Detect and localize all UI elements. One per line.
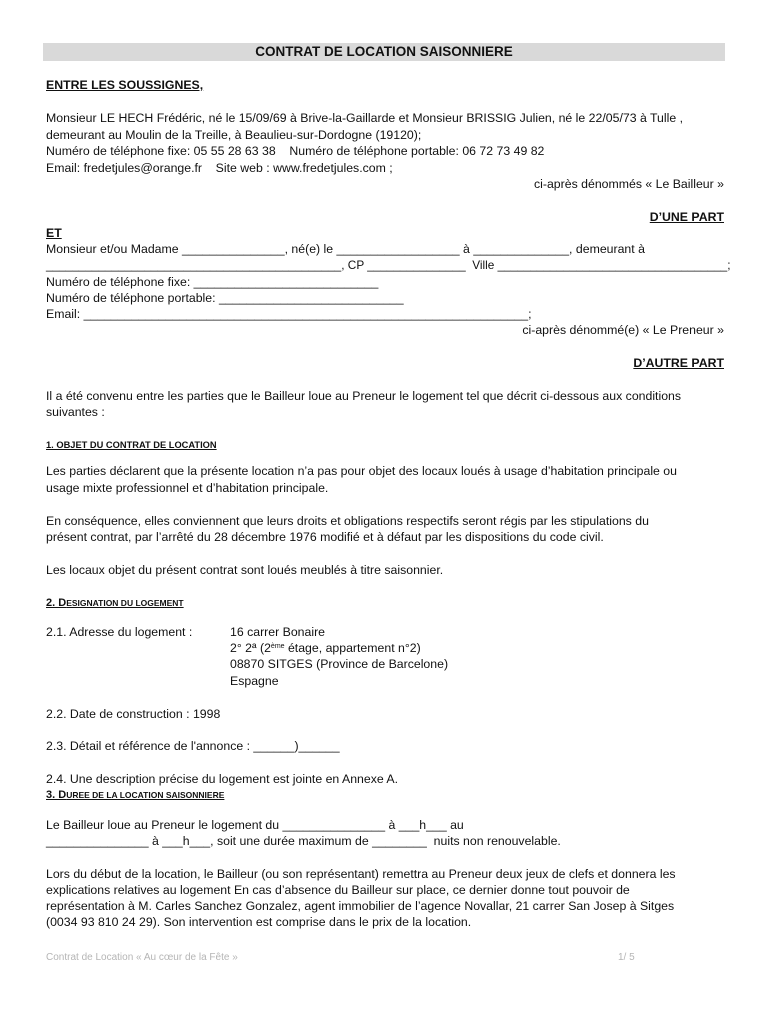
section-3-p2-line-1: Lors du début de la location, le Bailleur (ou son représentant) remettra au Preneur deux jeux de clefs et donnera les	[46, 867, 676, 881]
bailleur-line-3: Numéro de téléphone fixe: 05 55 28 63 38 Numéro de téléphone portable: 06 72 73 49 82	[46, 144, 545, 158]
section-1-p1-line-2: usage mixte professionnel et d’habitation principale.	[46, 481, 329, 495]
address-line-1: 16 carrer Bonaire	[230, 625, 326, 639]
address-line-3: 08870 SITGES (Province de Barcelone)	[230, 657, 449, 671]
section-1-p1-line-1: Les parties déclarent que la présente location n’a pas pour objet des locaux loués à usage d’habitation principale ou	[46, 464, 677, 478]
address-label: 2.1. Adresse du logement :	[46, 625, 193, 639]
section-3-p2-line-2: explications relatives au logement En cas d’absence du Bailleur sur place, ce dernier donne tout pouvoir de	[46, 883, 630, 897]
address-line-4: Espagne	[230, 674, 279, 688]
intro-line-2: suivantes :	[46, 405, 105, 419]
bailleur-line-1: Monsieur LE HECH Frédéric, né le 15/09/69 à Brive-la-Gaillarde et Monsieur BRISSIG Julien, né le 22/05/73 à Tulle ,	[46, 111, 684, 125]
et-label: ET	[46, 226, 62, 240]
bailleur-denomination: ci-après dénommés « Le Bailleur »	[533, 177, 724, 191]
section-2-heading	[46, 595, 184, 611]
section-2-heading-rest: ESIGNATION DU LOGEMENT	[66, 598, 184, 608]
preneur-email: Email: _________________________________________________________________;	[46, 307, 532, 321]
section-1-p3: Les locaux objet du présent contrat sont loués meublés à titre saisonnier.	[46, 563, 444, 577]
section-1-p2-line-1: En conséquence, elles conviennent que leurs droits et obligations respectifs seront régis par les stipulations du	[46, 514, 649, 528]
section-3-p1-line-2: _______________ à ___h___, soit une durée maximum de ________ nuits non renouvelable.	[46, 834, 561, 848]
address-line-2	[230, 640, 421, 656]
une-part-label: D’UNE PART	[649, 210, 724, 224]
parties-heading: ENTRE LES SOUSSIGNES,	[46, 78, 204, 92]
section-1-p2-line-2: présent contrat, par l’arrêté du 28 décembre 1976 modifié et à défaut par les dispositions du code civil.	[46, 530, 604, 544]
section-2-heading-num: 2. D	[46, 597, 67, 609]
section-3-heading-rest: UREE DE LA LOCATION SAISONNIERE	[66, 790, 225, 800]
autre-part-label: D’AUTRE PART	[633, 356, 724, 370]
section-3-p2-line-4: (0034 93 810 24 29). Son intervention est comprise dans le prix de la location.	[46, 915, 472, 929]
preneur-denomination: ci-après dénommé(e) « Le Preneur »	[522, 323, 724, 337]
preneur-line-2: _____________________________________________, CP _______________ Ville ___________________________________;	[46, 258, 731, 272]
section-3-p2-line-3: représentation à M. Carles Sanchez Gonzalez, agent immobilier de l’agence Novallar, 21 carrer San Josep à Sitges	[46, 899, 675, 913]
construction-date: 2.2. Date de construction : 1998	[46, 707, 221, 721]
footer-page-number: 1/ 5	[618, 952, 635, 963]
address-line-2-b: étage, appartement n°2)	[284, 641, 421, 655]
preneur-phone-fixed: Numéro de téléphone fixe: ___________________________	[46, 275, 379, 289]
housing-description: 2.4. Une description précise du logement est jointe en Annexe A.	[46, 772, 399, 786]
section-3-p1-line-1: Le Bailleur loue au Preneur le logement du _______________ à ___h___ au	[46, 818, 464, 832]
address-line-2-a: 2° 2ª (2	[230, 641, 271, 655]
footer-title: Contrat de Location « Au cœur de la Fête »	[46, 952, 238, 963]
announcement-reference: 2.3. Détail et référence de l'annonce : ______)______	[46, 739, 340, 753]
section-3-heading-num: 3. D	[46, 789, 67, 801]
intro-line-1: Il a été convenu entre les parties que le Bailleur loue au Preneur le logement tel que décrit ci-dessous aux conditions	[46, 389, 682, 403]
section-1-heading: 1. OBJET DU CONTRAT DE LOCATION	[46, 440, 217, 450]
address-line-2-sup: ème	[270, 643, 285, 650]
preneur-phone-mobile: Numéro de téléphone portable: ___________________________	[46, 291, 404, 305]
bailleur-line-2: demeurant au Moulin de la Treille, à Beaulieu-sur-Dordogne (19120);	[46, 128, 422, 142]
document-title: CONTRAT DE LOCATION SAISONNIERE	[255, 44, 513, 59]
bailleur-line-4: Email: fredetjules@orange.fr Site web : www.fredetjules.com ;	[46, 161, 393, 175]
preneur-line-1: Monsieur et/ou Madame _______________, né(e) le __________________ à ______________, demeurant à	[46, 242, 645, 256]
section-3-heading	[46, 787, 224, 803]
